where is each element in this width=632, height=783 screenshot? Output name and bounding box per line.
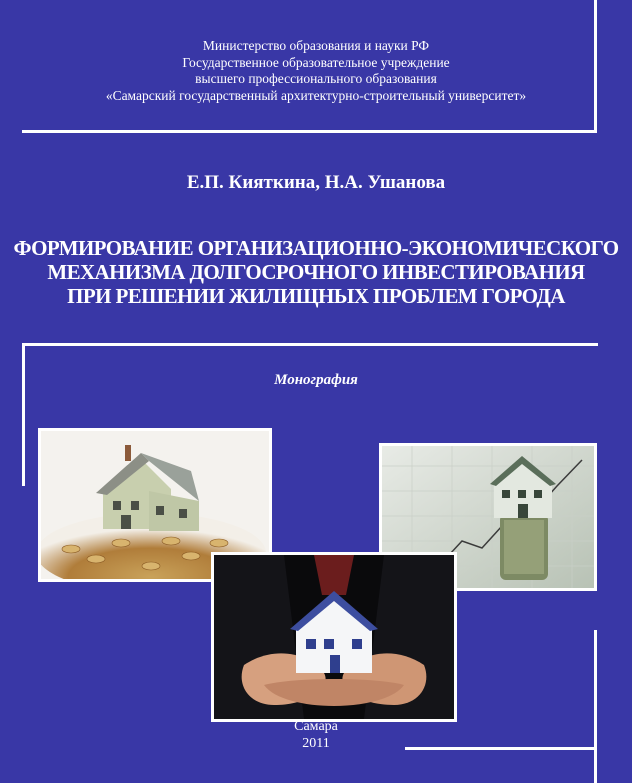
institution-line: Государственное образовательное учреждение	[182, 54, 450, 70]
title-line: ФОРМИРОВАНИЕ ОРГАНИЗАЦИОННО-ЭКОНОМИЧЕСКОГО	[13, 236, 619, 260]
imprint-city: Самара	[294, 719, 338, 734]
institution-line: «Самарский государственный архитектурно-строительный университет»	[105, 87, 527, 103]
frame-line-bottom-right	[594, 630, 597, 783]
imprint	[0, 718, 632, 752]
frame-line-top	[22, 130, 594, 133]
imprint-year: 2011	[302, 736, 330, 751]
hands-holding-house-photo	[211, 552, 457, 722]
title-line: МЕХАНИЗМА ДОЛГОСРОЧНОГО ИНВЕСТИРОВАНИЯ	[47, 260, 585, 284]
frame-line-middle	[22, 343, 598, 346]
authors: Е.П. Кияткина, Н.А. Ушанова	[186, 172, 446, 193]
institution-block	[0, 38, 632, 104]
institution-line: высшего профессионального образования	[195, 71, 437, 86]
book-title	[0, 236, 632, 308]
institution-line: Министерство образования и науки РФ	[202, 38, 430, 53]
genre-label: Монография	[274, 372, 358, 388]
title-line: ПРИ РЕШЕНИИ ЖИЛИЩНЫХ ПРОБЛЕМ ГОРОДА	[67, 284, 565, 308]
frame-line-middle-left	[22, 343, 25, 486]
